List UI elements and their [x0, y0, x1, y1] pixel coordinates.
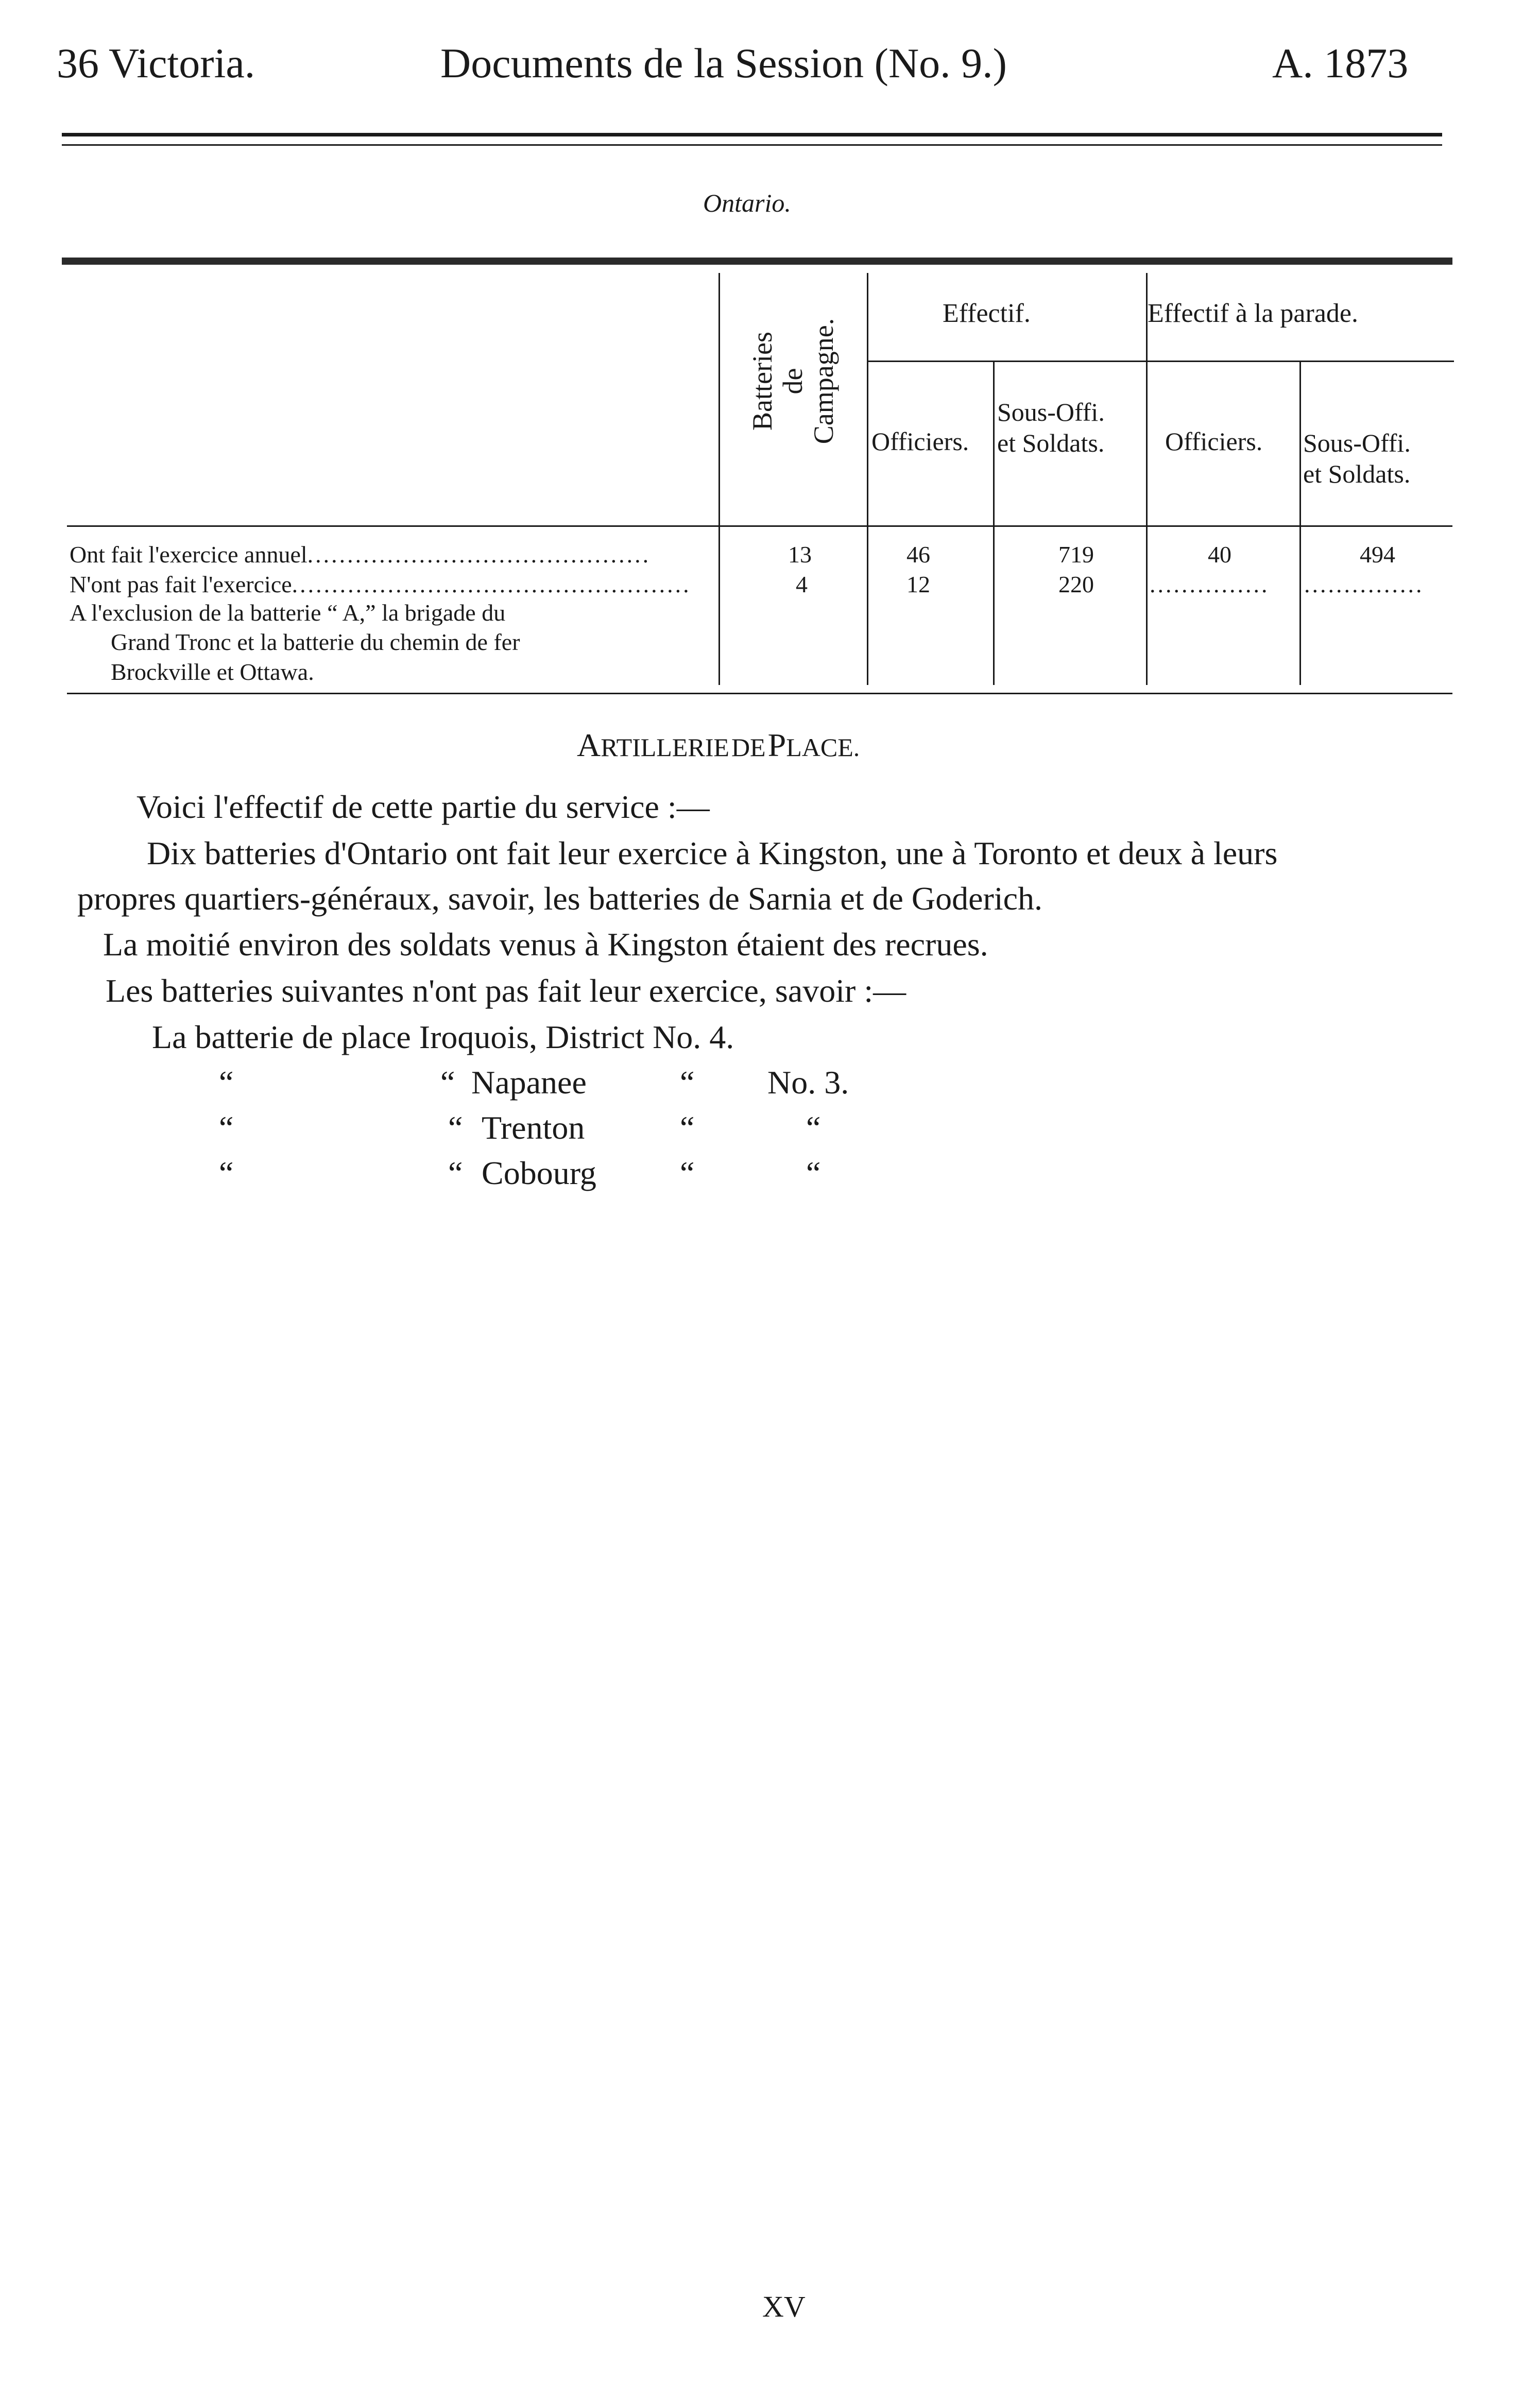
header-effectif-parade: Effectif à la parade.: [1148, 299, 1358, 328]
place-name: Cobourg: [482, 1155, 596, 1191]
ditto-mark: “: [219, 1064, 234, 1101]
header-batteries-line3: Campagne.: [808, 318, 839, 444]
table-note-line: Grand Tronc et la batterie du chemin de fer: [111, 629, 520, 655]
header-sous-officiers: [997, 397, 1105, 458]
table-vline-off: [993, 361, 995, 685]
paragraph: La moitié environ des soldats venus à Kingston étaient des recrues.: [103, 926, 988, 963]
header-rule-thin: [62, 144, 1442, 146]
district-number: No. 3.: [767, 1064, 849, 1101]
ditto-mark: “: [219, 1109, 234, 1146]
header-document-title: Documents de la Session (No. 9.): [440, 40, 1007, 87]
ditto-mark: “: [440, 1064, 455, 1101]
header-session-number: 36 Victoria.: [57, 40, 255, 87]
cell-sous-officiers: 719: [1058, 541, 1094, 568]
cell-batteries: 13: [788, 541, 812, 568]
table-subheader-rule: [867, 361, 1454, 362]
table-row-label: Ont fait l'exercice annuel...........................................: [70, 541, 651, 568]
table-note-line: Brockville et Ottawa.: [111, 659, 314, 685]
table-caption: Ontario.: [703, 188, 791, 217]
table-row-label: N'ont pas fait l'exercice..................................................: [70, 571, 691, 597]
header-batteries-line1: Batteries: [746, 332, 778, 431]
paragraph: La batterie de place Iroquois, District No. 4.: [152, 1019, 734, 1055]
header-effectif: Effectif.: [943, 299, 1031, 328]
section-title: ARTILLERIE DE PLACE.: [577, 727, 860, 763]
cell-officiers: 46: [906, 541, 930, 568]
paragraph: Voici l'effectif de cette partie du service :—: [136, 789, 710, 825]
header-officiers: Officiers.: [871, 427, 969, 456]
table-header-rule: [67, 525, 1452, 527]
table-vline-label: [718, 273, 720, 685]
cell-officiers: 12: [906, 571, 930, 597]
header-officiers-parade: Officiers.: [1165, 427, 1263, 456]
header-sous-officiers-parade-line1: Sous-Offi.: [1303, 429, 1411, 457]
ditto-mark: “: [680, 1155, 695, 1191]
cell-sous-officiers-parade: 494: [1360, 541, 1395, 568]
cell-batteries: 4: [796, 571, 808, 597]
header-batteries-de-campagne: [742, 258, 845, 505]
ditto-mark: “: [680, 1064, 695, 1101]
table-vline-effectif: [1146, 273, 1148, 685]
header-sous-officiers-parade: [1303, 427, 1411, 489]
ditto-mark: “: [806, 1109, 821, 1146]
table-bottom-rule: [67, 693, 1452, 694]
header-sous-officiers-line2: et Soldats.: [997, 429, 1105, 457]
cell-sous-officiers: 220: [1058, 571, 1094, 597]
paragraph: Dix batteries d'Ontario ont fait leur exercice à Kingston, une à Toronto et deux à leurs: [147, 835, 1278, 871]
ditto-mark: “: [806, 1155, 821, 1191]
ditto-mark: “: [448, 1109, 463, 1146]
paragraph: propres quartiers-généraux, savoir, les batteries de Sarnia et de Goderich.: [77, 880, 1043, 917]
header-sous-officiers-line1: Sous-Offi.: [997, 398, 1105, 426]
paragraph: Les batteries suivantes n'ont pas fait leur exercice, savoir :—: [106, 972, 906, 1009]
place-name: Napanee: [471, 1064, 587, 1101]
header-year: A. 1873: [1272, 40, 1409, 87]
table-vline-off-parade: [1299, 361, 1301, 685]
header-batteries-line2: de: [777, 368, 809, 395]
table-note-line: A l'exclusion de la batterie “ A,” la brigade du: [70, 599, 506, 626]
header-rule-thick: [62, 133, 1442, 136]
place-name: Trenton: [482, 1109, 585, 1146]
cell-officiers-parade-empty: ...............: [1150, 571, 1270, 597]
cell-sous-officiers-parade-empty: ...............: [1304, 571, 1424, 597]
header-sous-officiers-parade-line2: et Soldats.: [1303, 459, 1411, 488]
table-vline-batteries: [867, 273, 868, 685]
ditto-mark: “: [448, 1155, 463, 1191]
cell-officiers-parade: 40: [1208, 541, 1231, 568]
page-folio: XV: [762, 2290, 806, 2323]
ditto-mark: “: [219, 1155, 234, 1191]
ditto-mark: “: [680, 1109, 695, 1146]
